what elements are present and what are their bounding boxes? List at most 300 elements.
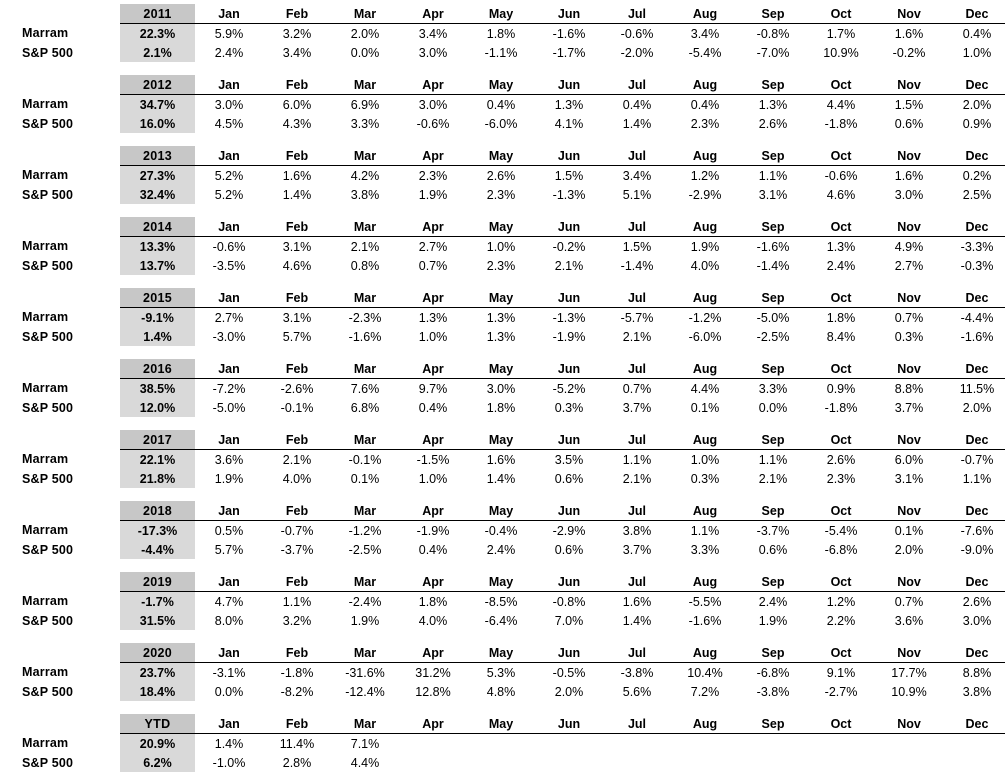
monthly-return-cell: -1.6%: [688, 613, 722, 628]
month-header-cell: Jan: [195, 714, 263, 734]
table-row: [0, 540, 1005, 559]
table-row: [0, 469, 1005, 488]
monthly-return-cell: -0.2%: [552, 239, 586, 254]
month-header-cell: Aug: [671, 501, 739, 521]
monthly-return-cell: -2.0%: [620, 45, 654, 60]
month-header-cell: Oct: [807, 572, 875, 592]
month-header-cell: Dec: [943, 4, 1005, 24]
annual-return-cell: 34.7%: [120, 95, 195, 115]
monthly-return-cell: -2.4%: [348, 594, 382, 609]
month-header-cell: Oct: [807, 430, 875, 450]
annual-return-cell: 22.3%: [120, 24, 195, 44]
row-label: Marram: [22, 594, 69, 609]
month-header-cell: Feb: [263, 75, 331, 95]
month-header-cell: Apr: [399, 4, 467, 24]
month-header-cell: Aug: [671, 288, 739, 308]
monthly-return-cell: 5.6%: [622, 684, 652, 699]
monthly-return-cell: 3.1%: [894, 471, 924, 486]
monthly-return-cell: 0.1%: [690, 400, 720, 415]
monthly-return-cell: [467, 734, 535, 754]
monthly-return-cell: 2.0%: [350, 26, 380, 41]
header-corner: [0, 572, 120, 592]
monthly-return-cell: -3.7%: [280, 542, 314, 557]
month-header-cell: May: [467, 4, 535, 24]
monthly-return-cell: 2.2%: [826, 613, 856, 628]
month-header-cell: Mar: [331, 146, 399, 166]
monthly-return-cell: -7.6%: [960, 523, 994, 538]
monthly-return-cell: -0.5%: [552, 665, 586, 680]
monthly-return-cell: 11.5%: [959, 381, 995, 396]
monthly-return-cell: 1.0%: [962, 45, 992, 60]
monthly-return-cell: 5.2%: [214, 168, 244, 183]
month-header-cell: Oct: [807, 359, 875, 379]
month-header-cell: Jun: [535, 501, 603, 521]
monthly-return-cell: 9.7%: [418, 381, 448, 396]
month-header-cell: Mar: [331, 75, 399, 95]
monthly-return-cell: 1.6%: [894, 168, 924, 183]
monthly-return-cell: 7.1%: [350, 736, 380, 751]
year-header-cell: 2019: [120, 572, 195, 592]
performance-table: [0, 4, 1005, 772]
monthly-return-cell: -2.7%: [824, 684, 858, 699]
table-row: [0, 592, 1005, 612]
annual-return-cell: -4.4%: [120, 540, 195, 559]
monthly-return-cell: 0.2%: [962, 168, 992, 183]
year-header-row: [0, 714, 1005, 734]
month-header-cell: Feb: [263, 572, 331, 592]
monthly-return-cell: 2.6%: [486, 168, 516, 183]
month-header-cell: Apr: [399, 572, 467, 592]
year-header-row: [0, 501, 1005, 521]
monthly-return-cell: -1.7%: [552, 45, 586, 60]
monthly-return-cell: 0.8%: [350, 258, 380, 273]
monthly-return-cell: -3.5%: [212, 258, 246, 273]
annual-return-cell: 13.3%: [120, 237, 195, 257]
month-header-cell: Jun: [535, 359, 603, 379]
table-row: [0, 753, 1005, 772]
monthly-return-cell: 2.4%: [826, 258, 856, 273]
year-header-row: [0, 288, 1005, 308]
monthly-return-cell: 1.6%: [894, 26, 924, 41]
annual-return-cell: 21.8%: [120, 469, 195, 488]
monthly-return-cell: -5.0%: [756, 310, 790, 325]
monthly-return-cell: 3.4%: [690, 26, 720, 41]
monthly-return-cell: 0.3%: [690, 471, 720, 486]
monthly-return-cell: 0.3%: [894, 329, 924, 344]
month-header-cell: Jul: [603, 501, 671, 521]
month-header-cell: Jul: [603, 217, 671, 237]
header-corner: [0, 714, 120, 734]
monthly-return-cell: -2.5%: [348, 542, 382, 557]
annual-return-cell: -9.1%: [120, 308, 195, 328]
month-header-cell: Aug: [671, 643, 739, 663]
table-row: [0, 256, 1005, 275]
row-label: Marram: [22, 310, 69, 325]
monthly-return-cell: [399, 734, 467, 754]
row-label: Marram: [22, 452, 69, 467]
header-corner: [0, 430, 120, 450]
monthly-return-cell: [603, 753, 671, 772]
month-header-cell: Jan: [195, 643, 263, 663]
monthly-return-cell: 0.7%: [622, 381, 652, 396]
monthly-return-cell: 4.0%: [418, 613, 448, 628]
monthly-return-cell: 1.5%: [894, 97, 924, 112]
table-row: [0, 185, 1005, 204]
monthly-return-cell: -5.7%: [620, 310, 654, 325]
monthly-return-cell: -8.5%: [484, 594, 518, 609]
monthly-return-cell: -1.9%: [552, 329, 586, 344]
month-header-cell: Jun: [535, 643, 603, 663]
monthly-return-cell: [535, 753, 603, 772]
month-header-cell: Sep: [739, 4, 807, 24]
monthly-return-cell: -2.3%: [348, 310, 382, 325]
monthly-return-cell: 1.1%: [758, 168, 788, 183]
table-row: [0, 611, 1005, 630]
month-header-cell: Dec: [943, 572, 1005, 592]
block-spacer: [0, 133, 1005, 146]
monthly-return-cell: [535, 734, 603, 754]
monthly-return-cell: [467, 753, 535, 772]
year-header-row: [0, 643, 1005, 663]
monthly-return-cell: 2.3%: [486, 258, 516, 273]
annual-return-cell: 12.0%: [120, 398, 195, 417]
monthly-return-cell: -0.6%: [212, 239, 246, 254]
month-header-cell: May: [467, 643, 535, 663]
year-header-row: [0, 4, 1005, 24]
monthly-return-cell: 3.1%: [758, 187, 788, 202]
row-label: S&P 500: [22, 258, 74, 273]
monthly-return-cell: [399, 753, 467, 772]
monthly-return-cell: 3.4%: [418, 26, 448, 41]
monthly-return-cell: 5.7%: [214, 542, 244, 557]
year-header-cell: 2011: [120, 4, 195, 24]
monthly-return-cell: 10.4%: [687, 665, 723, 680]
monthly-return-cell: 0.4%: [690, 97, 720, 112]
annual-return-cell: 32.4%: [120, 185, 195, 204]
month-header-cell: May: [467, 75, 535, 95]
monthly-return-cell: 1.9%: [690, 239, 720, 254]
monthly-return-cell: 2.1%: [758, 471, 788, 486]
monthly-return-cell: -1.4%: [620, 258, 654, 273]
monthly-return-cell: 1.4%: [282, 187, 312, 202]
monthly-return-cell: 6.0%: [282, 97, 312, 112]
monthly-return-cell: -5.0%: [212, 400, 246, 415]
header-corner: [0, 75, 120, 95]
row-label: S&P 500: [22, 613, 74, 628]
monthly-return-cell: 3.4%: [282, 45, 312, 60]
monthly-return-cell: -9.0%: [960, 542, 994, 557]
monthly-return-cell: 0.7%: [894, 594, 924, 609]
month-header-cell: May: [467, 430, 535, 450]
month-header-cell: Jan: [195, 217, 263, 237]
header-corner: [0, 217, 120, 237]
month-header-cell: Jan: [195, 4, 263, 24]
monthly-return-cell: 2.5%: [962, 187, 992, 202]
year-header-cell: YTD: [120, 714, 195, 734]
monthly-return-cell: 3.0%: [962, 613, 992, 628]
monthly-return-cell: 2.0%: [554, 684, 584, 699]
monthly-return-cell: 8.8%: [962, 665, 992, 680]
year-header-cell: 2016: [120, 359, 195, 379]
header-corner: [0, 359, 120, 379]
monthly-return-cell: 3.8%: [622, 523, 652, 538]
monthly-return-cell: [875, 753, 943, 772]
monthly-return-cell: 1.7%: [826, 26, 856, 41]
monthly-return-cell: 6.9%: [350, 97, 380, 112]
block-spacer: [0, 559, 1005, 572]
monthly-return-cell: 1.0%: [418, 471, 448, 486]
month-header-cell: Oct: [807, 4, 875, 24]
monthly-return-cell: 0.0%: [350, 45, 380, 60]
table-row: [0, 327, 1005, 346]
month-header-cell: Mar: [331, 359, 399, 379]
monthly-return-cell: 6.0%: [894, 452, 924, 467]
monthly-return-cell: 2.6%: [826, 452, 856, 467]
month-header-cell: Aug: [671, 359, 739, 379]
monthly-return-cell: 3.0%: [894, 187, 924, 202]
monthly-return-cell: 1.1%: [962, 471, 992, 486]
month-header-cell: Dec: [943, 714, 1005, 734]
monthly-return-cell: -6.4%: [484, 613, 518, 628]
monthly-return-cell: 4.6%: [826, 187, 856, 202]
year-header-cell: 2012: [120, 75, 195, 95]
monthly-return-cell: -5.4%: [688, 45, 722, 60]
monthly-return-cell: 0.6%: [758, 542, 788, 557]
monthly-return-cell: -1.5%: [416, 452, 450, 467]
header-corner: [0, 4, 120, 24]
month-header-cell: Nov: [875, 4, 943, 24]
month-header-cell: Apr: [399, 501, 467, 521]
month-header-cell: Aug: [671, 714, 739, 734]
monthly-return-cell: 1.8%: [826, 310, 856, 325]
monthly-return-cell: 3.8%: [962, 684, 992, 699]
monthly-return-cell: -3.1%: [212, 665, 246, 680]
monthly-return-cell: 3.7%: [622, 400, 652, 415]
monthly-return-cell: -1.9%: [416, 523, 450, 538]
monthly-return-cell: 1.3%: [486, 310, 516, 325]
monthly-return-cell: 1.0%: [418, 329, 448, 344]
year-header-cell: 2013: [120, 146, 195, 166]
month-header-cell: Mar: [331, 430, 399, 450]
monthly-return-cell: 4.4%: [690, 381, 720, 396]
month-header-cell: Jul: [603, 146, 671, 166]
monthly-return-cell: 3.0%: [486, 381, 516, 396]
monthly-return-cell: 0.6%: [554, 471, 584, 486]
month-header-cell: Dec: [943, 430, 1005, 450]
monthly-return-cell: 2.3%: [418, 168, 448, 183]
month-header-cell: Apr: [399, 359, 467, 379]
table-row: [0, 166, 1005, 186]
annual-return-cell: 31.5%: [120, 611, 195, 630]
annual-return-cell: 38.5%: [120, 379, 195, 399]
monthly-return-cell: 4.7%: [214, 594, 244, 609]
row-label: Marram: [22, 239, 69, 254]
year-header-cell: 2015: [120, 288, 195, 308]
monthly-return-cell: 3.0%: [418, 45, 448, 60]
monthly-return-cell: [603, 734, 671, 754]
monthly-return-cell: 1.6%: [486, 452, 516, 467]
monthly-return-cell: 2.7%: [418, 239, 448, 254]
monthly-return-cell: -2.5%: [756, 329, 790, 344]
monthly-return-cell: -3.7%: [756, 523, 790, 538]
block-spacer: [0, 346, 1005, 359]
monthly-return-cell: -1.2%: [348, 523, 382, 538]
monthly-return-cell: [739, 753, 807, 772]
monthly-return-cell: 2.4%: [214, 45, 244, 60]
monthly-return-cell: 0.1%: [894, 523, 924, 538]
monthly-return-cell: 1.3%: [554, 97, 584, 112]
monthly-return-cell: -2.6%: [280, 381, 314, 396]
month-header-cell: Sep: [739, 288, 807, 308]
month-header-cell: Feb: [263, 217, 331, 237]
month-header-cell: Jul: [603, 430, 671, 450]
monthly-return-cell: -2.9%: [688, 187, 722, 202]
row-label: Marram: [22, 381, 69, 396]
monthly-return-cell: 2.0%: [962, 400, 992, 415]
monthly-return-cell: 2.1%: [622, 329, 652, 344]
monthly-return-cell: 0.4%: [418, 400, 448, 415]
monthly-return-cell: 5.9%: [214, 26, 244, 41]
monthly-return-cell: 1.9%: [214, 471, 244, 486]
month-header-cell: Dec: [943, 643, 1005, 663]
block-spacer: [0, 204, 1005, 217]
month-header-cell: May: [467, 146, 535, 166]
month-header-cell: Nov: [875, 288, 943, 308]
table-row: [0, 521, 1005, 541]
monthly-return-cell: 1.6%: [622, 594, 652, 609]
monthly-return-cell: -0.8%: [552, 594, 586, 609]
monthly-return-cell: 8.0%: [214, 613, 244, 628]
monthly-return-cell: -8.2%: [280, 684, 314, 699]
table-row: [0, 663, 1005, 683]
monthly-return-cell: 3.0%: [214, 97, 244, 112]
month-header-cell: Nov: [875, 146, 943, 166]
monthly-return-cell: 2.1%: [554, 258, 584, 273]
month-header-cell: Aug: [671, 146, 739, 166]
block-spacer: [0, 630, 1005, 643]
month-header-cell: Nov: [875, 359, 943, 379]
month-header-cell: Dec: [943, 217, 1005, 237]
monthly-return-cell: -7.0%: [756, 45, 790, 60]
monthly-return-cell: 31.2%: [415, 665, 451, 680]
monthly-return-cell: 3.5%: [554, 452, 584, 467]
monthly-return-cell: [943, 753, 1005, 772]
monthly-return-cell: -1.2%: [688, 310, 722, 325]
monthly-return-cell: 4.1%: [554, 116, 584, 131]
month-header-cell: Feb: [263, 146, 331, 166]
monthly-return-cell: 1.6%: [282, 168, 312, 183]
monthly-return-cell: 4.8%: [486, 684, 516, 699]
table-row: [0, 95, 1005, 115]
month-header-cell: Jul: [603, 643, 671, 663]
monthly-return-cell: -3.8%: [620, 665, 654, 680]
monthly-return-cell: -1.0%: [212, 755, 246, 770]
month-header-cell: Sep: [739, 501, 807, 521]
month-header-cell: Jun: [535, 288, 603, 308]
year-header-cell: 2017: [120, 430, 195, 450]
month-header-cell: Jun: [535, 572, 603, 592]
monthly-return-cell: 0.7%: [894, 310, 924, 325]
annual-return-cell: 6.2%: [120, 753, 195, 772]
month-header-cell: Jun: [535, 4, 603, 24]
monthly-return-cell: 5.7%: [282, 329, 312, 344]
monthly-return-cell: 8.8%: [894, 381, 924, 396]
month-header-cell: Jan: [195, 75, 263, 95]
monthly-return-cell: 2.1%: [282, 452, 312, 467]
month-header-cell: Jul: [603, 359, 671, 379]
monthly-return-cell: 1.3%: [758, 97, 788, 112]
month-header-cell: Dec: [943, 501, 1005, 521]
month-header-cell: Oct: [807, 643, 875, 663]
monthly-return-cell: 3.3%: [350, 116, 380, 131]
monthly-return-cell: -2.9%: [552, 523, 586, 538]
monthly-return-cell: 2.7%: [214, 310, 244, 325]
row-label: S&P 500: [22, 45, 74, 60]
month-header-cell: Feb: [263, 359, 331, 379]
table-row: [0, 43, 1005, 62]
monthly-return-cell: 2.3%: [826, 471, 856, 486]
annual-return-cell: 1.4%: [120, 327, 195, 346]
monthly-return-cell: -4.4%: [960, 310, 994, 325]
monthly-return-cell: [671, 734, 739, 754]
month-header-cell: Feb: [263, 714, 331, 734]
monthly-return-cell: 4.3%: [282, 116, 312, 131]
monthly-return-cell: 1.1%: [282, 594, 312, 609]
block-spacer: [0, 62, 1005, 75]
monthly-return-cell: 2.0%: [962, 97, 992, 112]
month-header-cell: Jul: [603, 288, 671, 308]
monthly-return-cell: -1.8%: [280, 665, 314, 680]
row-label: Marram: [22, 26, 69, 41]
month-header-cell: Jul: [603, 4, 671, 24]
header-corner: [0, 501, 120, 521]
monthly-return-cell: 4.2%: [350, 168, 380, 183]
month-header-cell: Jul: [603, 572, 671, 592]
monthly-return-cell: 3.6%: [894, 613, 924, 628]
monthly-return-cell: -0.7%: [280, 523, 314, 538]
annual-return-cell: 20.9%: [120, 734, 195, 754]
monthly-return-cell: 2.3%: [690, 116, 720, 131]
monthly-return-cell: 2.4%: [758, 594, 788, 609]
block-spacer: [0, 701, 1005, 714]
month-header-cell: Mar: [331, 501, 399, 521]
month-header-cell: Oct: [807, 288, 875, 308]
year-header-row: [0, 572, 1005, 592]
month-header-cell: Dec: [943, 75, 1005, 95]
monthly-return-cell: -6.0%: [688, 329, 722, 344]
monthly-return-cell: 11.4%: [279, 736, 315, 751]
row-label: S&P 500: [22, 755, 74, 770]
monthly-return-cell: 4.9%: [894, 239, 924, 254]
month-header-cell: Jan: [195, 288, 263, 308]
monthly-return-cell: 1.3%: [418, 310, 448, 325]
table-row: [0, 24, 1005, 44]
row-label: Marram: [22, 665, 69, 680]
monthly-return-cell: 1.4%: [486, 471, 516, 486]
month-header-cell: Sep: [739, 430, 807, 450]
month-header-cell: Apr: [399, 217, 467, 237]
monthly-return-cell: -0.1%: [280, 400, 314, 415]
month-header-cell: Aug: [671, 572, 739, 592]
monthly-return-cell: 3.4%: [622, 168, 652, 183]
month-header-cell: Feb: [263, 501, 331, 521]
monthly-return-cell: 17.7%: [891, 665, 927, 680]
month-header-cell: Nov: [875, 75, 943, 95]
monthly-return-cell: -0.4%: [484, 523, 518, 538]
monthly-return-cell: 5.2%: [214, 187, 244, 202]
monthly-return-cell: 5.3%: [486, 665, 516, 680]
monthly-return-cell: 4.0%: [690, 258, 720, 273]
